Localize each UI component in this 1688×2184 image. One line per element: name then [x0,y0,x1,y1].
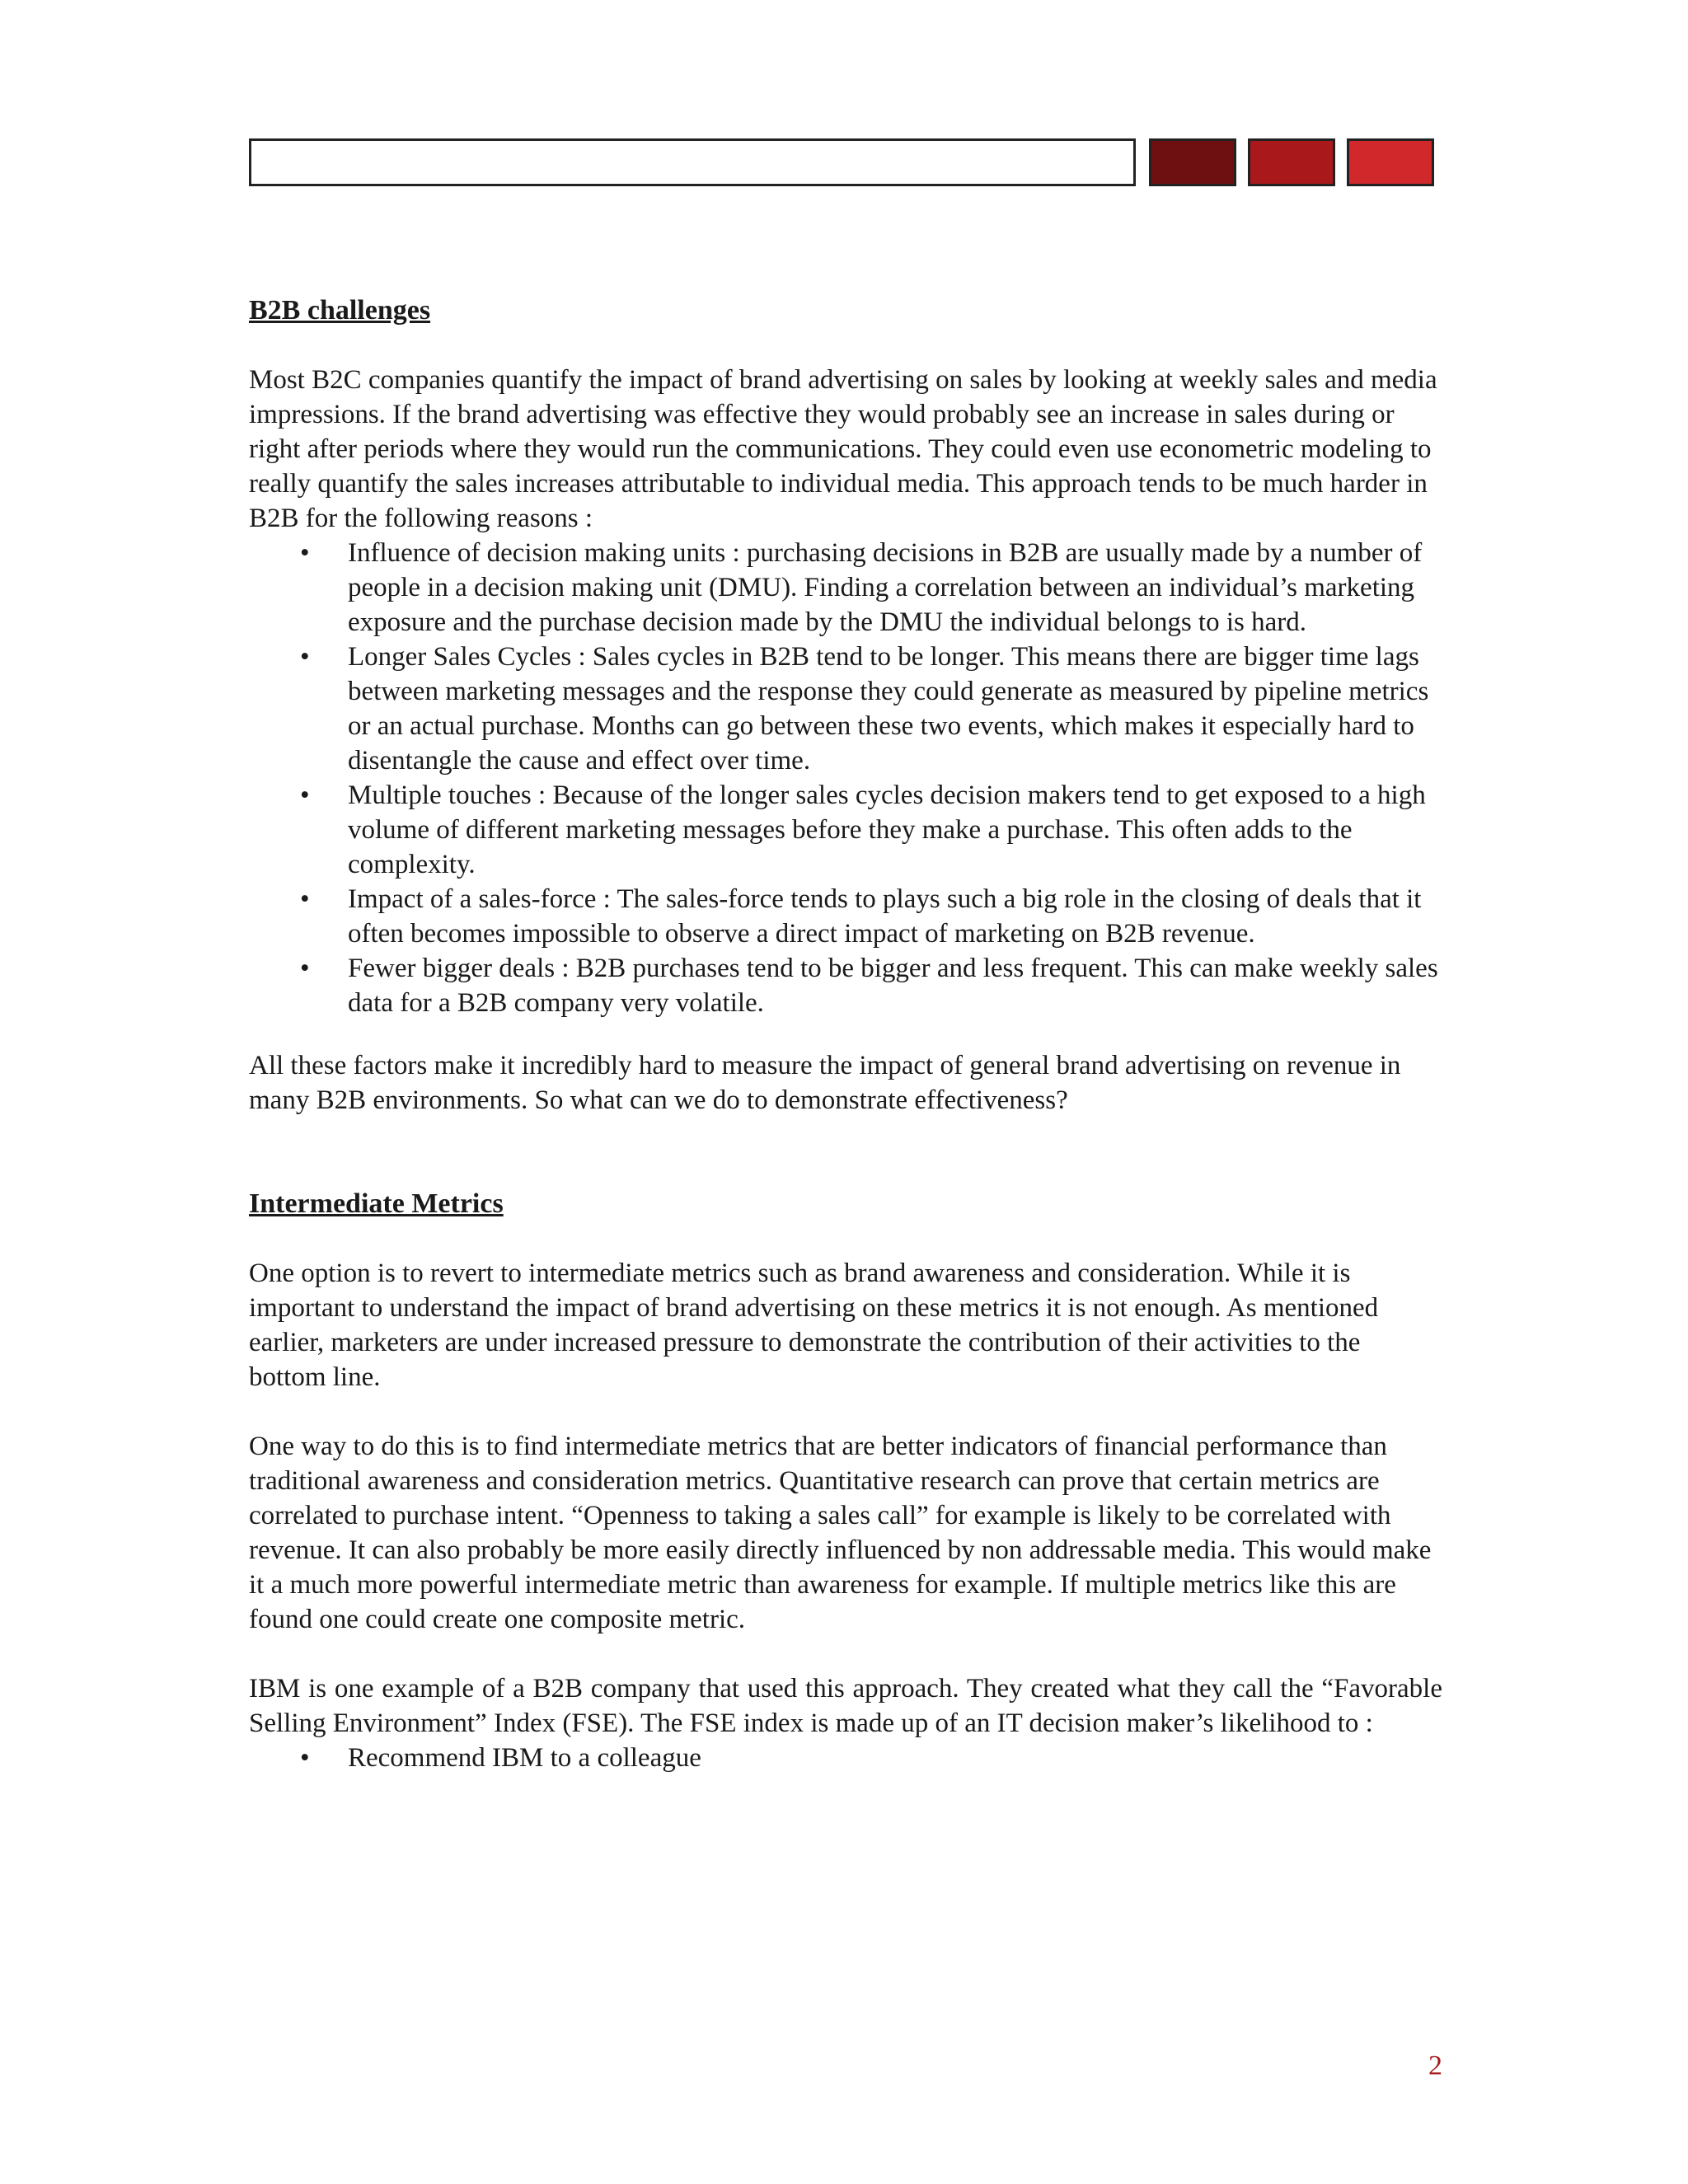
bullet-icon: • [300,954,310,983]
page-number: 2 [1428,2050,1442,2081]
bullet-icon: • [300,780,310,810]
header-bar [249,138,1136,186]
intermediate-paragraph-3: IBM is one example of a B2B company that used this approach. They created what they call the “Favorable Selling Environment” Index (FSE). The FSE index is made up of an IT decision maker’s likelihood to : [249,1674,1442,1738]
section-title-b2b-challenges: B2B challenges [249,295,431,326]
intermediate-paragraph-1: One option is to revert to intermediate metrics such as brand awareness and consideration. While it is important to understand the impact of brand advertising on these metrics it is not enough. As mentioned earlier, marketers are under increased pressure to demonstrate the contribution of their activities to the bottom line. [249,1258,1379,1392]
fse-list [249,1741,1442,1775]
list-item: • Recommend IBM to a colleague [249,1741,1442,1775]
bullet-icon: • [300,1743,310,1773]
intermediate-paragraph-2: One way to do this is to find intermediate metrics that are better indicators of financial performance than traditional awareness and consideration metrics. Quantitative research can prove that certain metrics are correlated to purchase intent. “Openness to taking a sales call” for example is likely to be correlated with revenue. It can also probably be more easily directly influenced by non addressable media. This would make it a much more powerful intermediate metric than awareness for example. If multiple metrics like this are found one could create one composite metric. [249,1432,1432,1634]
list-item: • Impact of a sales-force : The sales-force tends to plays such a big role in the closing of deals that it often becomes impossible to observe a direct impact of marketing on B2B revenue. [249,882,1442,951]
intro-paragraph: Most B2C companies quantify the impact of brand advertising on sales by looking at weekly sales and media impressions. If the brand advertising was effective they would probably see an increase in sales during or right after periods where they would run the communications. They could even use econometric modeling to really quantify the sales increases attributable to individual media. This approach tends to be much harder in B2B for the following reasons : [249,365,1437,533]
conclusion-paragraph: All these factors make it incredibly hard to measure the impact of general brand advertising on revenue in many B2B environments. So what can we do to demonstrate effectiveness? [249,1051,1401,1115]
list-item: • Multiple touches : Because of the longer sales cycles decision makers tend to get exposed to a high volume of different marketing messages before they make a purchase. This often adds to the complexity. [249,778,1442,882]
header-square-light [1347,138,1434,186]
header-square-medium [1248,138,1335,186]
bullet-icon: • [300,642,310,672]
challenges-list [249,536,1442,1020]
list-item: • Fewer bigger deals : B2B purchases tend to be bigger and less frequent. This can make weekly sales data for a B2B company very volatile. [249,951,1442,1020]
document-body [249,293,1442,1775]
header-square-dark [1149,138,1236,186]
bullet-icon: • [300,538,310,568]
section-title-intermediate-metrics: Intermediate Metrics [249,1188,504,1219]
list-item: • Influence of decision making units : purchasing decisions in B2B are usually made by a number of people in a decision making unit (DMU). Finding a correlation between an individual’s marketing exposure and the purchase decision made by the DMU the individual belongs to is hard. [249,536,1442,640]
list-item: • Longer Sales Cycles : Sales cycles in B2B tend to be longer. This means there are bigger time lags between marketing messages and the response they could generate as measured by pipeline metrics or an actual purchase. Months can go between these two events, which makes it especially hard to disentangle the cause and effect over time. [249,640,1442,778]
bullet-icon: • [300,884,310,914]
